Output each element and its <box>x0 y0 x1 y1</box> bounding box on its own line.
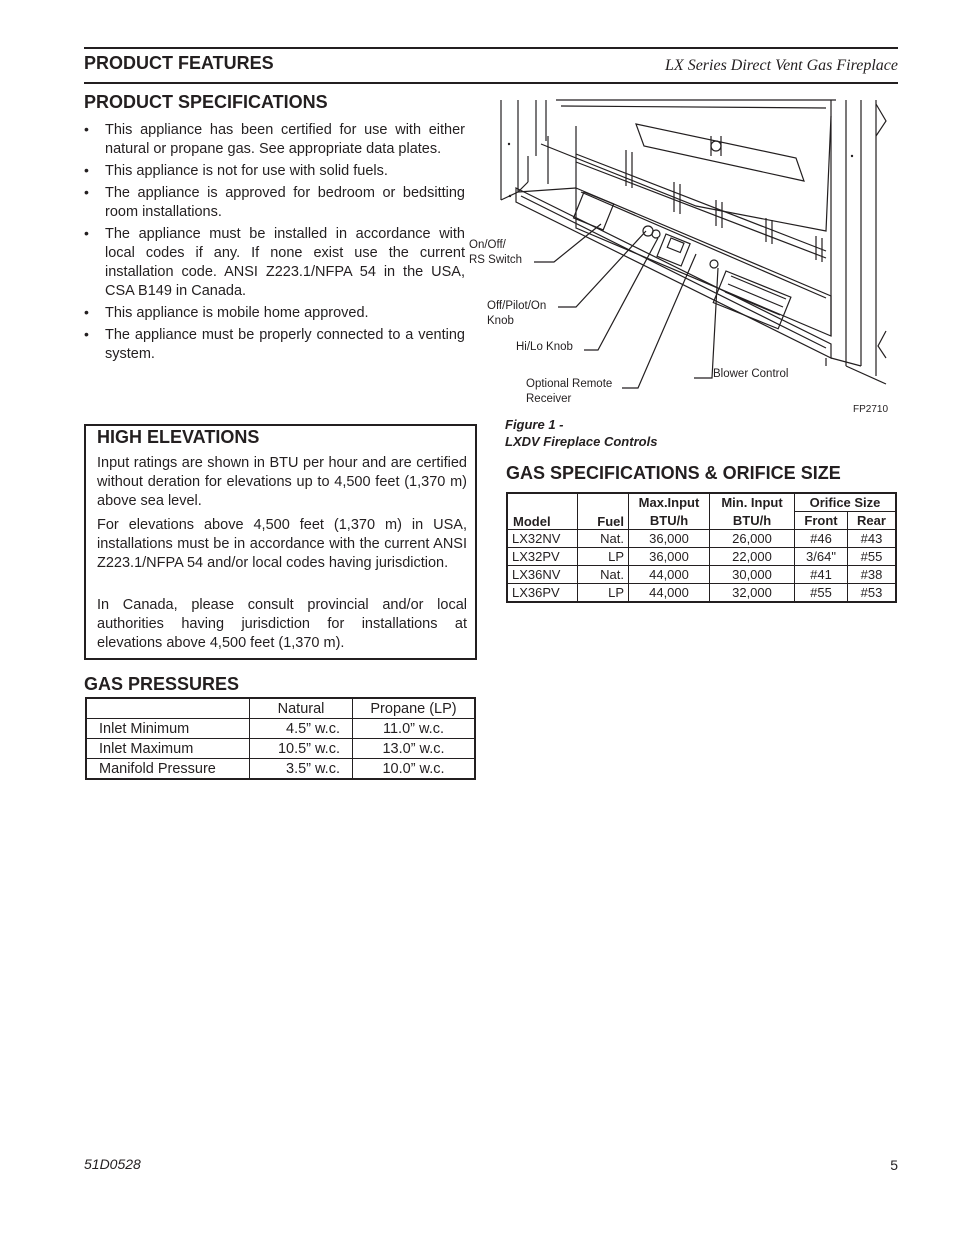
table-header-cell: Front <box>795 512 848 530</box>
high-elevations-paragraph: Input ratings are shown in BTU per hour and are certified without deration for elevations up to 4,500 feet (1,370 m) above sea level. <box>97 455 467 509</box>
table-cell: LX36PV <box>507 584 578 603</box>
table-cell: 32,000 <box>710 584 795 603</box>
table-cell: Inlet Maximum <box>86 739 250 759</box>
table-cell: 3.5” w.c. <box>250 759 353 780</box>
high-elevations-box <box>84 424 477 660</box>
table-cell: #55 <box>848 548 897 566</box>
table-header-cell <box>86 698 250 719</box>
header-top-rule <box>84 47 898 49</box>
table-cell: 36,000 <box>629 548 710 566</box>
table-cell: #38 <box>848 566 897 584</box>
table-cell: LX36NV <box>507 566 578 584</box>
page-number: 5 <box>890 1157 898 1173</box>
table-header-cell: BTU/h <box>629 512 710 530</box>
table-header-cell: Model <box>507 493 578 530</box>
callout-blower-control: Blower Control <box>713 368 789 380</box>
table-cell: #55 <box>795 584 848 603</box>
spec-item: • The appliance must be installed in accordance with local codes if any. If none exist use the current installation code. ANSI Z223.1/NFPA 54 in the USA, CSA B149 in Canada. <box>84 225 465 301</box>
fireplace-controls-illustration <box>466 96 898 416</box>
table-cell: LX32NV <box>507 530 578 548</box>
table-cell: LX32PV <box>507 548 578 566</box>
table-cell: LP <box>578 548 629 566</box>
table-cell: #41 <box>795 566 848 584</box>
table-header-cell: Natural <box>250 698 353 719</box>
table-cell: #53 <box>848 584 897 603</box>
table-cell: Nat. <box>578 566 629 584</box>
high-elevations-paragraph: In Canada, please consult provincial and/or local authorities having jurisdiction for installations at elevations above 4,500 feet (1,370 m). <box>97 597 467 651</box>
table-row <box>507 548 896 566</box>
table-row <box>507 530 896 548</box>
figure-caption-line: LXDV Fireplace Controls <box>505 434 658 449</box>
table-cell: 3/64" <box>795 548 848 566</box>
table-header-cell: Fuel <box>578 493 629 530</box>
spec-item: • The appliance must be properly connected to a venting system. <box>84 326 465 364</box>
table-row <box>86 719 475 739</box>
figure-caption <box>505 416 657 450</box>
callout-optional-remote-receiver: Optional Remote Receiver <box>526 378 613 405</box>
table-header-cell: Max.Input <box>629 493 710 512</box>
spec-item: • This appliance is mobile home approved. <box>84 304 465 323</box>
table-cell: 44,000 <box>629 584 710 603</box>
table-row <box>507 566 896 584</box>
section-title: PRODUCT FEATURES <box>84 53 274 73</box>
table-header-cell: Min. Input <box>710 493 795 512</box>
spec-item: • The appliance is approved for bedroom or bedsitting room installations. <box>84 184 465 222</box>
gas-pressures-heading: GAS PRESSURES <box>84 674 240 694</box>
product-specifications-heading: PRODUCT SPECIFICATIONS <box>84 92 328 112</box>
table-cell: Manifold Pressure <box>86 759 250 780</box>
table-cell: 10.5” w.c. <box>250 739 353 759</box>
high-elevations-heading: HIGH ELEVATIONS <box>97 427 260 447</box>
gas-specifications-table <box>506 492 897 603</box>
table-cell: 13.0” w.c. <box>353 739 476 759</box>
spec-item: • This appliance is not for use with solid fuels. <box>84 162 465 181</box>
table-cell: 11.0” w.c. <box>353 719 476 739</box>
specifications-list <box>84 121 465 367</box>
table-row <box>86 739 475 759</box>
table-cell: #46 <box>795 530 848 548</box>
gas-specifications-heading: GAS SPECIFICATIONS & ORIFICE SIZE <box>506 463 841 483</box>
figure-caption-line: Figure 1 - <box>505 417 564 432</box>
table-cell: Nat. <box>578 530 629 548</box>
series-title: LX Series Direct Vent Gas Fireplace <box>665 57 898 74</box>
table-cell: 36,000 <box>629 530 710 548</box>
callout-hi-lo-knob: Hi/Lo Knob <box>516 341 573 353</box>
table-header-row <box>507 493 896 512</box>
table-header-row <box>86 698 475 719</box>
table-header-cell: BTU/h <box>710 512 795 530</box>
gas-pressures-table <box>85 697 476 780</box>
table-header-cell: Rear <box>848 512 897 530</box>
table-cell: Inlet Minimum <box>86 719 250 739</box>
header-bottom-rule <box>84 82 898 84</box>
table-row <box>507 584 896 603</box>
table-header-cell: Propane (LP) <box>353 698 476 719</box>
table-cell: 26,000 <box>710 530 795 548</box>
callout-on-off-rs-switch: On/Off/ RS Switch <box>469 239 523 266</box>
table-row <box>86 759 475 780</box>
table-cell: #43 <box>848 530 897 548</box>
table-cell: LP <box>578 584 629 603</box>
table-cell: 22,000 <box>710 548 795 566</box>
spec-item: • This appliance has been certified for use with either natural or propane gas. See appropriate data plates. <box>84 121 465 159</box>
callout-off-pilot-on-knob: Off/Pilot/On Knob <box>487 300 547 327</box>
table-cell: 4.5” w.c. <box>250 719 353 739</box>
table-header-cell: Orifice Size <box>795 493 897 512</box>
table-cell: 44,000 <box>629 566 710 584</box>
table-cell: 30,000 <box>710 566 795 584</box>
high-elevations-paragraph: For elevations above 4,500 feet (1,370 m) in USA, installations must be in accordance with the current ANSI Z223.1/NFPA 54 and/or local codes having jurisdiction. <box>97 517 467 571</box>
document-number: 51D0528 <box>84 1156 141 1172</box>
table-cell: 10.0” w.c. <box>353 759 476 780</box>
figure-code: FP2710 <box>853 404 889 415</box>
